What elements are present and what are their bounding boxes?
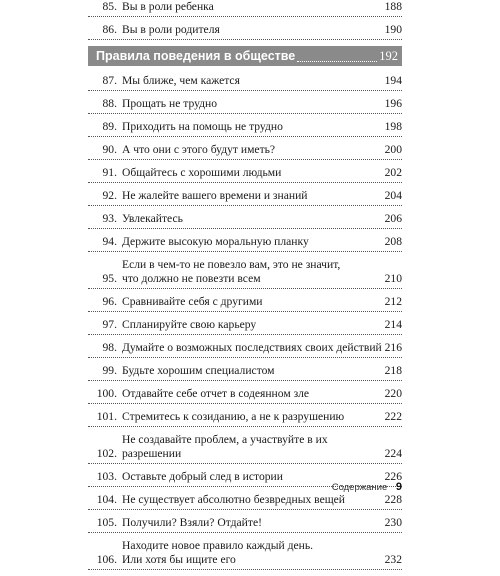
section-page-number: 192 xyxy=(379,48,398,63)
section-header xyxy=(88,46,402,66)
toc-entry-title-line: Увлекайтесь xyxy=(122,212,183,225)
footer-page-number: 9 xyxy=(395,481,402,493)
toc-entry-number: 88. xyxy=(102,97,117,110)
toc-entry-title-line: Держите высокую моральную планку xyxy=(122,235,309,248)
toc-entry-title xyxy=(122,258,385,286)
toc-entry-title-line: Или хотя бы ищите его xyxy=(122,553,236,566)
toc-entry-title xyxy=(122,364,385,378)
toc-entry xyxy=(88,433,402,464)
toc-entry-title-line: Не жалейте вашего времени и знаний xyxy=(122,189,308,202)
toc-entry-title xyxy=(122,493,385,507)
toc-entry-number: 103. xyxy=(96,470,117,483)
toc-entry-title xyxy=(122,235,385,249)
toc-entry-title-line: Не существует абсолютно безвредных вещей xyxy=(122,493,346,506)
toc-entry xyxy=(88,74,402,91)
toc-entry xyxy=(88,341,402,358)
toc-entry xyxy=(88,0,402,17)
toc-entry-title xyxy=(122,23,385,37)
toc-entry-title xyxy=(122,74,385,88)
toc-entry-title-line: Стремитесь к созиданию, а не к разрушению xyxy=(122,410,345,423)
toc-entry-number: 102. xyxy=(96,447,117,460)
toc-entry-title-line: Прощать не трудно xyxy=(122,97,218,110)
toc-entry-page-number: 188 xyxy=(384,0,402,13)
toc-entry-title-line: А что они с этого будут иметь? xyxy=(122,143,276,156)
toc-entry xyxy=(88,143,402,160)
toc-entry-number: 87. xyxy=(102,74,117,87)
toc-entry-title-line: Вы в роли ребенка xyxy=(122,0,214,13)
toc-entry-number: 94. xyxy=(102,235,117,248)
toc-entry-page-number: 202 xyxy=(384,166,402,179)
toc-entry-page-number: 228 xyxy=(384,493,402,506)
toc-entry-number: 101. xyxy=(96,410,117,423)
toc-entry-page-number: 206 xyxy=(384,212,402,225)
toc-entry-title-line: Сравнивайте себя с другими xyxy=(122,295,263,308)
toc-entry-page-number: 212 xyxy=(384,295,402,308)
toc-entry-number: 90. xyxy=(102,143,117,156)
toc-entry-title-line: Думайте о возможных последствиях своих действий xyxy=(122,341,382,354)
toc-entry xyxy=(88,516,402,533)
toc-top-entries xyxy=(88,0,402,40)
toc-entry-title-line: что должно не повезти всем xyxy=(122,272,261,285)
toc-entry-title-line: Будьте хорошим специалистом xyxy=(122,364,275,377)
toc-entry-page-number: 216 xyxy=(384,341,402,354)
toc-entry-number: 99. xyxy=(102,364,117,377)
toc-entry-page-number: 198 xyxy=(384,120,402,133)
toc-entry xyxy=(88,212,402,229)
toc-entry xyxy=(88,166,402,183)
toc-entry-title-line: Отдавайте себе отчет в содеянном зле xyxy=(122,387,310,400)
toc-entry-number: 96. xyxy=(102,295,117,308)
toc-entry xyxy=(88,295,402,312)
toc-entry-number: 104. xyxy=(96,493,117,506)
toc-entry xyxy=(88,97,402,114)
toc-entry-title xyxy=(122,516,385,530)
toc-entry xyxy=(88,493,402,510)
toc-entry-page-number: 204 xyxy=(384,189,402,202)
toc-entry-page-number: 196 xyxy=(384,97,402,110)
toc-entry-title xyxy=(122,189,385,203)
toc-entry-title xyxy=(122,318,385,332)
toc-entry-title xyxy=(122,143,385,157)
toc-entry-page-number: 194 xyxy=(384,74,402,87)
toc-entry-number: 98. xyxy=(102,341,117,354)
toc-entry-title-line: Получили? Взяли? Отдайте! xyxy=(122,516,262,529)
toc-entry-number: 93. xyxy=(102,212,117,225)
toc-entry-title xyxy=(122,295,385,309)
toc-entry-page-number: 208 xyxy=(384,235,402,248)
toc-entry-number: 100. xyxy=(96,387,117,400)
toc-entry xyxy=(88,120,402,137)
toc-entries xyxy=(88,74,402,570)
toc-entry-title-line: Приходить на помощь не трудно xyxy=(122,120,283,133)
toc-entry-title-line: Если в чем-то не повезло вам, это не значит, xyxy=(122,258,341,271)
toc-entry-title xyxy=(122,539,385,567)
toc-entry-page-number: 214 xyxy=(384,318,402,331)
toc-entry xyxy=(88,189,402,206)
toc-entry-number: 92. xyxy=(102,189,117,202)
toc-entry-title xyxy=(122,97,385,111)
toc-entry-page-number: 190 xyxy=(384,23,402,36)
toc-entry-number: 91. xyxy=(102,166,117,179)
toc-entry-page-number: 200 xyxy=(384,143,402,156)
toc-entry-title-line: Оставьте добрый след в истории xyxy=(122,470,283,483)
toc-entry xyxy=(88,539,402,570)
toc-entry-number: 95. xyxy=(102,272,117,285)
toc-entry xyxy=(88,258,402,289)
toc-entry-number: 86. xyxy=(102,23,117,36)
toc-entry xyxy=(88,235,402,252)
toc-entry-page-number: 222 xyxy=(384,410,402,423)
toc-entry-title xyxy=(122,120,385,134)
toc-entry-title-line: Общайтесь с хорошими людьми xyxy=(122,166,282,179)
toc-entry-title xyxy=(122,166,385,180)
toc-entry-title-line: Мы ближе, чем кажется xyxy=(122,74,240,87)
toc-entry-page-number: 226 xyxy=(384,470,402,483)
toc-entry-page-number: 218 xyxy=(384,364,402,377)
toc-entry-number: 85. xyxy=(102,0,117,13)
toc-entry xyxy=(88,410,402,427)
toc-entry-title xyxy=(122,212,385,226)
toc-entry-page-number: 230 xyxy=(384,516,402,529)
toc-entry-number: 89. xyxy=(102,120,117,133)
toc-entry xyxy=(88,318,402,335)
toc-entry-title xyxy=(122,387,385,401)
toc-entry-number: 97. xyxy=(102,318,117,331)
toc-entry-title xyxy=(122,341,385,355)
toc-entry-page-number: 224 xyxy=(384,447,402,460)
toc-entry-title-line: Не создавайте проблем, а участвуйте в их разрешении xyxy=(122,433,328,460)
footer-label: Содержание xyxy=(331,482,388,493)
toc-entry-title xyxy=(122,410,385,424)
toc-entry-title xyxy=(122,0,385,14)
toc-entry-page-number: 232 xyxy=(384,553,402,566)
toc-entry-number: 106. xyxy=(96,553,117,566)
section-title: Правила поведения в обществе xyxy=(96,49,296,63)
toc-entry-title-line: Вы в роли родителя xyxy=(122,23,220,36)
toc-entry xyxy=(88,23,402,40)
toc-entry-number: 105. xyxy=(96,516,117,529)
toc-entry-title-line: Спланируйте свою карьеру xyxy=(122,318,257,331)
toc-entry-page-number: 220 xyxy=(384,387,402,400)
toc-entry-title-line: Находите новое правило каждый день. xyxy=(122,539,314,552)
toc-entry-page-number: 210 xyxy=(384,272,402,285)
toc-entry xyxy=(88,387,402,404)
toc-entry xyxy=(88,364,402,381)
section-leader-dots xyxy=(297,51,377,62)
toc-entry-title xyxy=(122,433,385,461)
page-footer xyxy=(332,481,402,493)
